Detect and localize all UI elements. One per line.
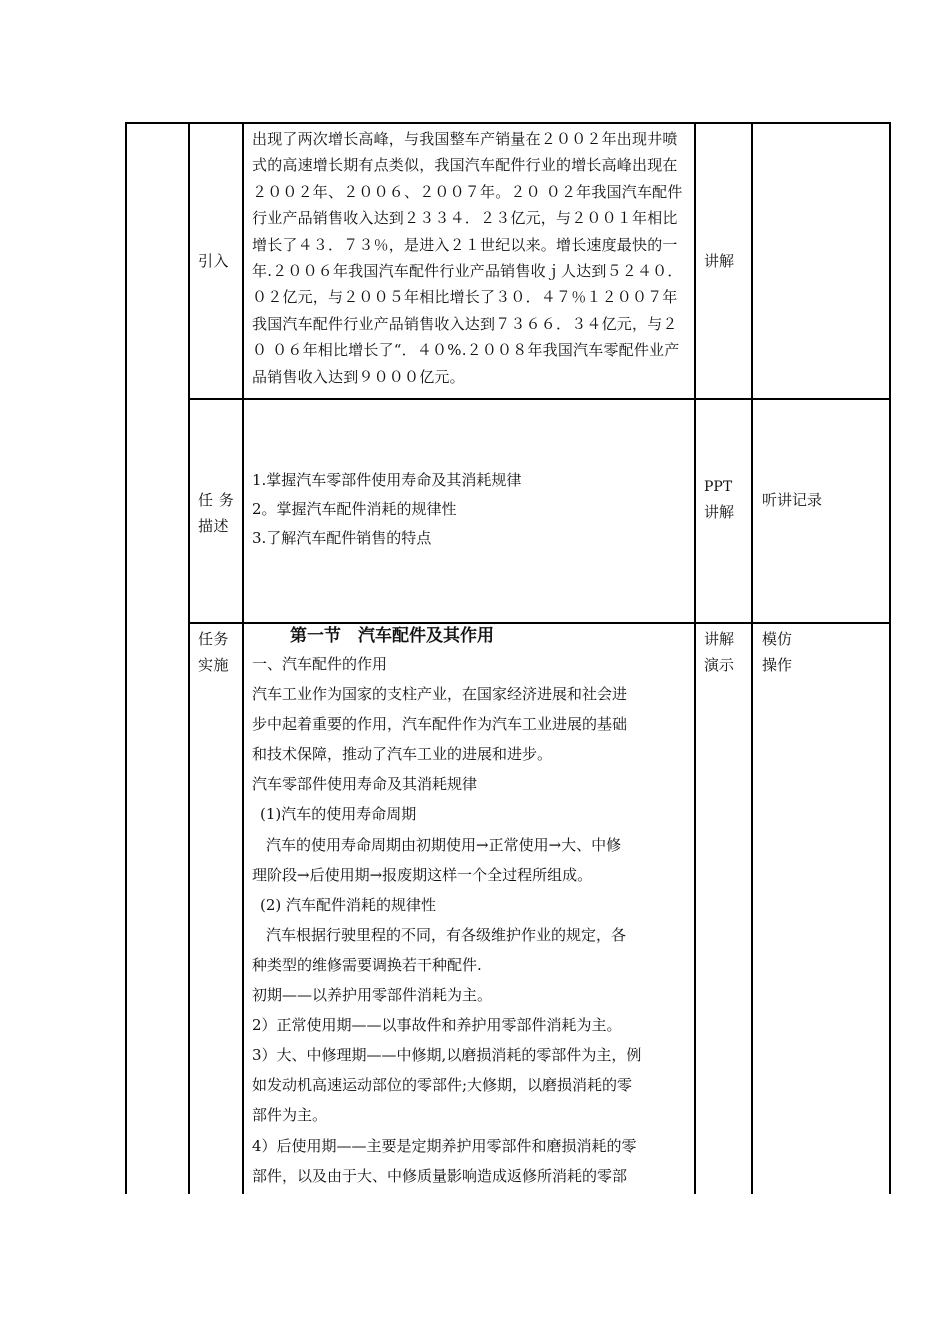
impl-student-line2: 操作 (762, 656, 793, 674)
impl-line: 汽车工业作为国家的支柱产业，在国家经济进展和社会进 (252, 685, 628, 704)
impl-line: 汽车根据行驶里程的不同，有各级维护作业的规定，各 (266, 925, 627, 944)
impl-line: (2) 汽车配件消耗的规律性 (260, 895, 437, 914)
impl-label-line1: 任务 (198, 630, 230, 648)
impl-line: 汽车零部件使用寿命及其消耗规律 (252, 775, 478, 794)
col-divider-1 (188, 122, 190, 1194)
section-heading: 第一节 汽车配件及其作用 (290, 626, 494, 646)
impl-line: 初期——以养护用零部件消耗为主。 (252, 986, 493, 1005)
task-item: 2。掌握汽车配件消耗的规律性 (252, 500, 457, 518)
task-student-activity: 听讲记录 (762, 491, 823, 509)
intro-label: 引入 (198, 252, 230, 270)
task-list (252, 466, 690, 553)
impl-line: 种类型的维修需要调换若干种配件. (252, 955, 482, 974)
intro-text: 出现了两次增长高峰，与我国整车产销量在２００２年出现井喷式的高速增长期有点类似，我国汽车配件行业的增长高峰出现在２００２年、２００６、２００７年。２０ ０２年我国汽车配件行业产品销售收入达到２３３４．２３亿元，与２００１年相比增长了４３．７３％，是进入２１世纪以来。增长速度最快的一年.２００６年我国汽车配件行业产品销售收ｊ人达到５２４０．０２亿元，与２００５年相比增长了３０．４７％１２００７年我国汽车配件行业产品销售收入达到７３６６．３４亿元，与２０ ０６年相比增长了“．４０%.２００８年我国汽车零配件业产品销售收入达到９０００亿元。 (252, 130, 683, 386)
table-top-border (125, 122, 891, 124)
impl-line: 步中起着重要的作用，汽车配件作为汽车工业进展的基础 (252, 715, 628, 734)
col-divider-3 (694, 122, 696, 1194)
task-method-line1: PPT (704, 479, 733, 495)
impl-label (198, 626, 229, 678)
impl-line: 如发动机高速运动部位的零部件;大修期，以磨损消耗的零 (252, 1076, 633, 1095)
col-divider-2 (242, 122, 244, 1194)
task-method-line2: 讲解 (704, 503, 735, 521)
task-item: 3.了解汽车配件销售的特点 (252, 529, 432, 547)
impl-student-line1: 模仿 (762, 630, 793, 648)
impl-line: 部件为主。 (252, 1106, 328, 1125)
impl-line: 一、汽车配件的作用 (252, 655, 388, 673)
col-divider-4 (751, 122, 753, 1194)
task-label-line2: 描述 (198, 517, 230, 535)
impl-line: 2）正常使用期——以事故件和养护用零部件消耗为主。 (252, 1016, 622, 1035)
impl-line: 3）大、中修理期——中修期,以磨损消耗的零部件为主，例 (252, 1046, 642, 1065)
table-right-border (889, 122, 891, 1194)
impl-line: 部件，以及由于大、中修质量影响造成返修所消耗的零部 (252, 1166, 628, 1185)
task-label-line1: 任 务 (198, 491, 235, 509)
impl-method-line2: 演示 (704, 656, 735, 674)
task-method (704, 475, 734, 525)
task-label (198, 487, 234, 539)
impl-line: (1)汽车的使用寿命周期 (260, 805, 417, 824)
impl-line: 理阶段→后使用期→报废期这样一个全过程所组成。 (252, 865, 593, 884)
impl-content (252, 623, 690, 1191)
impl-line: 和技术保障，推动了汽车工业的进展和进步。 (252, 745, 553, 764)
impl-method (704, 626, 734, 678)
impl-line: 4）后使用期——主要是定期养护用零部件和磨损消耗的零 (252, 1136, 637, 1155)
impl-label-line2: 实施 (198, 656, 230, 674)
impl-line: 汽车的使用寿命周期由初期使用→正常使用→大、中修 (266, 835, 622, 854)
row-divider-1 (188, 398, 891, 400)
table-left-border (125, 122, 127, 1194)
impl-method-line1: 讲解 (704, 630, 735, 648)
impl-student-activity (762, 626, 792, 678)
intro-method: 讲解 (704, 252, 735, 270)
task-item: 1.掌握汽车零部件使用寿命及其消耗规律 (252, 471, 522, 489)
